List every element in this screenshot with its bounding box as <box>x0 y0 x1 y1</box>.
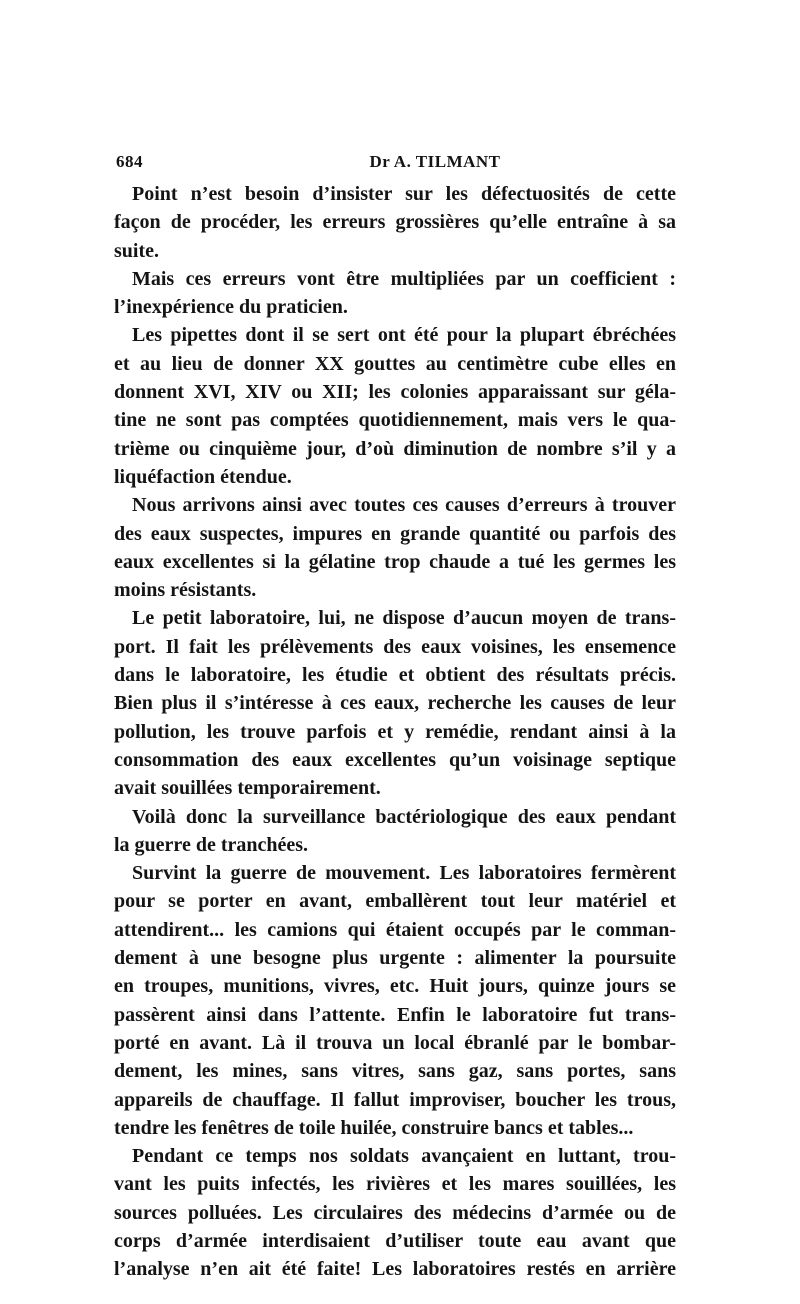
text-line: l’inexpérience du praticien. <box>114 296 348 319</box>
text-line: dement, les mines, sans vitres, sans gaz, sans portes, sans <box>114 1060 676 1083</box>
text-line: en troupes, munitions, vivres, etc. Huit jours, quinze jours se <box>114 975 676 998</box>
text-line: Survint la guerre de mouvement. Les laboratoires fermèrent <box>132 862 676 885</box>
text-line: port. Il fait les prélèvements des eaux voisines, les ensemence <box>114 635 676 658</box>
text-line: Voilà donc la surveillance bactériologique des eaux pendant <box>132 805 676 828</box>
text-line: des eaux suspectes, impures en grande quantité ou parfois des <box>114 522 676 545</box>
text-line: la guerre de tranchées. <box>114 833 309 856</box>
text-line: consommation des eaux excellentes qu’un voisinage septique <box>114 748 676 771</box>
text-line: dement à une besogne plus urgente : alimenter la poursuite <box>114 947 676 970</box>
text-line: attendirent... les camions qui étaient occupés par le comman- <box>114 918 676 941</box>
text-line: trième ou cinquième jour, d’où diminution de nombre s’il y a <box>114 437 676 460</box>
text-line: sources polluées. Les circulaires des médecins d’armée ou de <box>114 1201 676 1224</box>
text-line: Pendant ce temps nos soldats avançaient en luttant, trou- <box>132 1145 676 1168</box>
text-line: Bien plus il s’intéresse à ces eaux, recherche les causes de leur <box>114 692 676 715</box>
text-line: dans le laboratoire, les étudie et obtient des résultats précis. <box>114 664 676 687</box>
text-line: tine ne sont pas comptées quotidiennement, mais vers le qua- <box>114 409 676 432</box>
text-line: l’analyse n’en ait été faite! Les laboratoires restés en arrière <box>114 1258 676 1281</box>
text-line: moins résistants. <box>114 579 257 602</box>
text-line: Les pipettes dont il se sert ont été pour la plupart ébréchées <box>132 324 676 347</box>
running-head <box>116 152 674 176</box>
text-line: eaux excellentes si la gélatine trop chaude a tué les germes les <box>114 550 676 573</box>
text-line: pollution, les trouve parfois et y remédie, rendant ainsi à la <box>114 720 676 743</box>
text-line: liquéfaction étendue. <box>114 465 292 488</box>
text-line: suite. <box>114 239 159 262</box>
text-line: appareils de chauffage. Il fallut improviser, boucher les trous, <box>114 1088 676 1111</box>
text-line: Mais ces erreurs vont être multipliées par un coefficient : <box>132 267 676 290</box>
text-line: Le petit laboratoire, lui, ne dispose d’aucun moyen de trans- <box>132 607 676 630</box>
text-line: Point n’est besoin d’insister sur les défectuosités de cette <box>132 183 676 205</box>
text-line: donnent XVI, XIV ou XII; les colonies apparaissant sur géla- <box>114 381 676 404</box>
running-head-author: Dr A. TILMANT <box>369 152 501 171</box>
text-line: façon de procéder, les erreurs grossières qu’elle entraîne à sa <box>114 211 676 234</box>
text-line: porté en avant. Là il trouva un local ébranlé par le bombar- <box>114 1031 676 1054</box>
text-line: corps d’armée interdisaient d’utiliser toute eau avant que <box>114 1229 676 1252</box>
text-line: tendre les fenêtres de toile huilée, construire bancs et tables... <box>114 1116 634 1139</box>
text-line: pour se porter en avant, emballèrent tout leur matériel et <box>114 890 676 913</box>
text-line: avait souillées temporairement. <box>114 777 381 800</box>
page-number: 684 <box>116 152 143 171</box>
text-line: et au lieu de donner XX gouttes au centimètre cube elles en <box>114 352 676 375</box>
text-line: vant les puits infectés, les rivières et les mares souillées, les <box>114 1173 676 1196</box>
text-line: passèrent ainsi dans l’attente. Enfin le laboratoire fut trans- <box>114 1003 676 1026</box>
text-line: Nous arrivons ainsi avec toutes ces causes d’erreurs à trouver <box>132 494 676 517</box>
body-text <box>114 180 676 1284</box>
